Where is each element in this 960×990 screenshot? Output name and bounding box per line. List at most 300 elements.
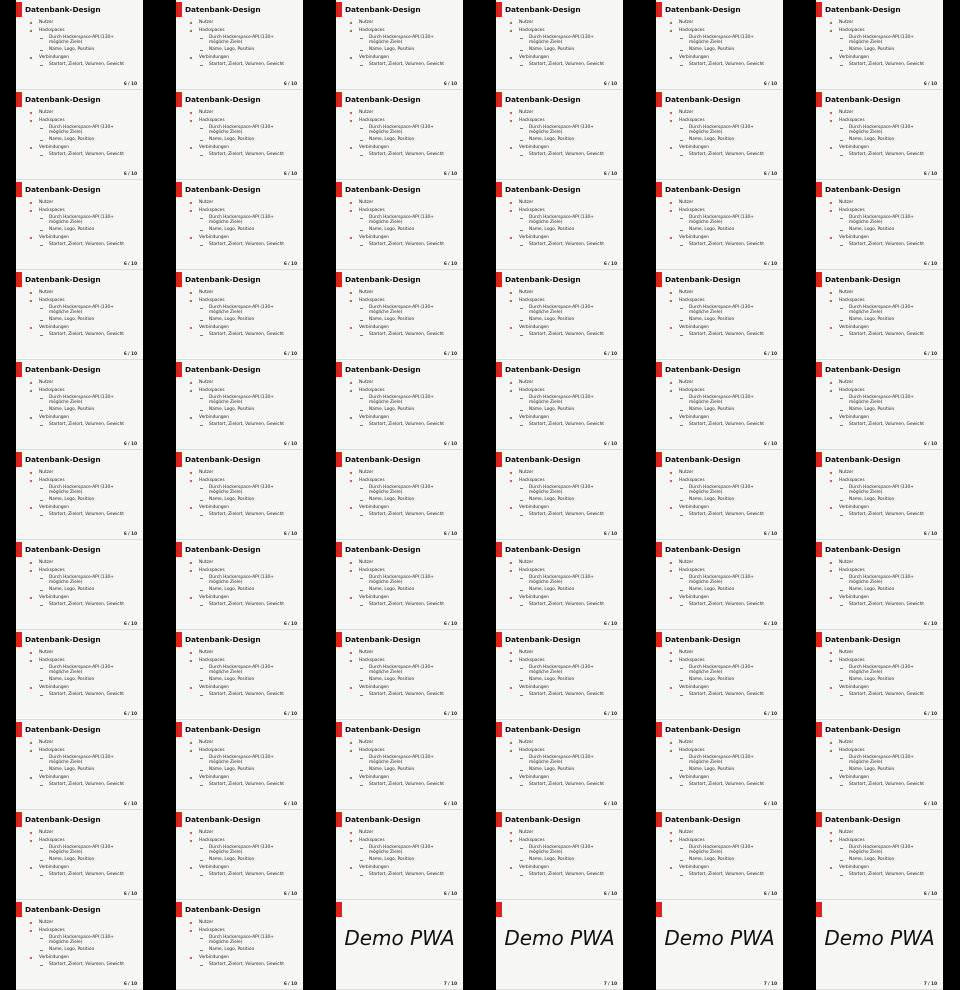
bullet-item: Verbindungen	[670, 326, 780, 330]
slide-title: Datenbank-Design	[25, 185, 101, 194]
slide-thumbnail[interactable]	[656, 450, 783, 540]
sub-bullet-item: Durch Hackerspace-API (130+ mögliche Ziele)	[350, 396, 451, 405]
sub-bullet-item: Durch Hackerspace-API (130+ mögliche Ziele)	[830, 666, 931, 675]
bullet-item: Hackspaces	[510, 659, 620, 663]
sub-bullet-item: Name, Logo, Position	[670, 588, 771, 592]
slide-page-number: 6 / 10	[123, 81, 137, 86]
bullet-item: Verbindungen	[670, 56, 780, 60]
slide-cell-2	[160, 0, 320, 90]
slide-accent-bar	[336, 632, 342, 647]
slide-accent-bar	[816, 452, 822, 467]
sub-bullet-item: Startort, Zielort, Volumen, Gewicht	[30, 243, 131, 247]
sub-bullet-item: Durch Hackerspace-API (130+ mögliche Ziele)	[510, 756, 611, 765]
slide-title: Datenbank-Design	[185, 95, 261, 104]
slide-thumbnail[interactable]	[656, 90, 783, 180]
sub-bullet-item: Name, Logo, Position	[510, 48, 611, 52]
bullet-item: Hackspaces	[510, 839, 620, 843]
bullet-item: Hackspaces	[30, 929, 140, 933]
bullet-item: Verbindungen	[30, 506, 140, 510]
slide-thumbnail[interactable]	[496, 0, 623, 90]
sub-bullet-item: Name, Logo, Position	[30, 48, 131, 52]
demo-title: Demo PWA	[504, 926, 615, 950]
bullet-item: Nutzer	[190, 471, 300, 475]
bullet-item: Verbindungen	[510, 776, 620, 780]
slide-thumbnail[interactable]	[336, 0, 463, 90]
slide-title: Datenbank-Design	[665, 365, 741, 374]
slide-thumbnail[interactable]	[656, 360, 783, 450]
slide-thumbnail[interactable]	[656, 270, 783, 360]
slide-thumbnail[interactable]	[16, 0, 143, 90]
slide-cell-34	[480, 450, 640, 540]
slide-thumbnail[interactable]	[176, 720, 303, 810]
sub-bullet-item: Name, Logo, Position	[30, 318, 131, 322]
slide-thumbnail[interactable]	[816, 900, 943, 990]
sub-bullet-item: Durch Hackerspace-API (130+ mögliche Ziele)	[510, 396, 611, 405]
bullet-list	[350, 651, 460, 701]
sub-bullet-item: Startort, Zielort, Volumen, Gewicht	[510, 603, 611, 607]
bullet-list	[30, 201, 140, 251]
slide-page-number: 7 / 10	[763, 981, 777, 986]
bullet-item: Nutzer	[30, 921, 140, 925]
slide-page-number: 6 / 10	[603, 441, 617, 446]
slide-thumbnail[interactable]	[496, 720, 623, 810]
slide-page-number: 6 / 10	[923, 261, 937, 266]
slide-accent-bar	[336, 272, 342, 287]
bullet-item: Nutzer	[350, 111, 460, 115]
sub-bullet-item: Startort, Zielort, Volumen, Gewicht	[30, 783, 131, 787]
slide-thumbnail[interactable]	[16, 270, 143, 360]
slide-thumbnail[interactable]	[816, 810, 943, 900]
slide-thumbnail[interactable]	[496, 360, 623, 450]
slide-page-number: 6 / 10	[763, 531, 777, 536]
slide-accent-bar	[816, 92, 822, 107]
sub-bullet-item: Startort, Zielort, Volumen, Gewicht	[190, 63, 291, 67]
sub-bullet-item: Durch Hackerspace-API (130+ mögliche Ziele)	[350, 576, 451, 585]
slide-thumbnail[interactable]	[656, 630, 783, 720]
slide-page-number: 7 / 10	[603, 981, 617, 986]
sub-bullet-item: Startort, Zielort, Volumen, Gewicht	[670, 603, 771, 607]
slide-accent-bar	[176, 902, 182, 917]
sub-bullet-item: Startort, Zielort, Volumen, Gewicht	[670, 423, 771, 427]
bullet-item: Nutzer	[350, 381, 460, 385]
sub-bullet-item: Name, Logo, Position	[830, 48, 931, 52]
slide-thumbnail[interactable]	[496, 180, 623, 270]
slide-cell-39	[320, 540, 480, 630]
slide-page-number: 6 / 10	[603, 891, 617, 896]
sub-bullet-item: Durch Hackerspace-API (130+ mögliche Ziele)	[830, 846, 931, 855]
sub-bullet-item: Name, Logo, Position	[190, 588, 291, 592]
sub-bullet-item: Startort, Zielort, Volumen, Gewicht	[670, 873, 771, 877]
bullet-item: Verbindungen	[350, 416, 460, 420]
slide-accent-bar	[656, 182, 662, 197]
slide-accent-bar	[336, 362, 342, 377]
bullet-item: Verbindungen	[350, 866, 460, 870]
bullet-item: Hackspaces	[670, 569, 780, 573]
bullet-item: Verbindungen	[190, 686, 300, 690]
slide-thumbnail[interactable]	[16, 450, 143, 540]
sub-bullet-item: Startort, Zielort, Volumen, Gewicht	[510, 243, 611, 247]
slide-title: Datenbank-Design	[345, 635, 421, 644]
bullet-item: Nutzer	[30, 651, 140, 655]
slide-accent-bar	[16, 272, 22, 287]
slide-cell-31	[0, 450, 160, 540]
bullet-list	[510, 561, 620, 611]
bullet-item: Verbindungen	[830, 56, 940, 60]
bullet-item: Nutzer	[190, 741, 300, 745]
slide-title: Datenbank-Design	[25, 905, 101, 914]
slide-accent-bar	[176, 182, 182, 197]
slide-page-number: 6 / 10	[763, 441, 777, 446]
bullet-item: Verbindungen	[830, 326, 940, 330]
sub-bullet-item: Name, Logo, Position	[830, 228, 931, 232]
slide-thumbnail[interactable]	[496, 540, 623, 630]
slide-thumbnail[interactable]	[816, 270, 943, 360]
sub-bullet-item: Startort, Zielort, Volumen, Gewicht	[30, 153, 131, 157]
slide-cell-62	[160, 900, 320, 990]
slide-thumbnail[interactable]	[816, 630, 943, 720]
bullet-item: Hackspaces	[30, 209, 140, 213]
bullet-item: Hackspaces	[350, 29, 460, 33]
slide-cell-14	[160, 180, 320, 270]
bullet-item: Verbindungen	[830, 236, 940, 240]
slide-thumbnail[interactable]	[336, 720, 463, 810]
sub-bullet-item: Startort, Zielort, Volumen, Gewicht	[190, 873, 291, 877]
bullet-item: Hackspaces	[30, 29, 140, 33]
sub-bullet-item: Startort, Zielort, Volumen, Gewicht	[670, 693, 771, 697]
bullet-item: Nutzer	[190, 651, 300, 655]
bullet-item: Hackspaces	[830, 119, 940, 123]
slide-page-number: 6 / 10	[603, 261, 617, 266]
slide-thumbnail[interactable]	[816, 0, 943, 90]
sub-bullet-item: Name, Logo, Position	[30, 138, 131, 142]
slide-cell-47	[640, 630, 800, 720]
sub-bullet-item: Startort, Zielort, Volumen, Gewicht	[670, 63, 771, 67]
slide-accent-bar	[816, 272, 822, 287]
bullet-item: Verbindungen	[190, 56, 300, 60]
bullet-list	[30, 111, 140, 161]
bullet-item: Nutzer	[190, 831, 300, 835]
slide-thumbnail[interactable]	[336, 540, 463, 630]
sub-bullet-item: Name, Logo, Position	[510, 408, 611, 412]
sub-bullet-item: Startort, Zielort, Volumen, Gewicht	[830, 873, 931, 877]
bullet-item: Hackspaces	[350, 299, 460, 303]
slide-thumbnail[interactable]	[336, 900, 463, 990]
bullet-item: Nutzer	[190, 21, 300, 25]
slide-thumbnail[interactable]	[656, 0, 783, 90]
bullet-list	[510, 651, 620, 701]
bullet-item: Verbindungen	[510, 56, 620, 60]
slide-thumbnail[interactable]	[176, 450, 303, 540]
sub-bullet-item: Name, Logo, Position	[350, 588, 451, 592]
slide-thumbnail[interactable]	[16, 360, 143, 450]
sub-bullet-item: Name, Logo, Position	[510, 318, 611, 322]
bullet-item: Nutzer	[510, 561, 620, 565]
bullet-list	[190, 381, 300, 431]
slide-page-number: 6 / 10	[283, 441, 297, 446]
bullet-list	[30, 651, 140, 701]
slide-title: Datenbank-Design	[505, 725, 581, 734]
bullet-list	[190, 21, 300, 71]
sub-bullet-item: Durch Hackerspace-API (130+ mögliche Ziele)	[350, 306, 451, 315]
bullet-list	[830, 651, 940, 701]
slide-accent-bar	[16, 902, 22, 917]
bullet-item: Hackspaces	[670, 479, 780, 483]
slide-thumbnail[interactable]	[656, 540, 783, 630]
slide-thumbnail[interactable]	[176, 270, 303, 360]
bullet-list	[510, 471, 620, 521]
slide-thumbnail[interactable]	[176, 900, 303, 990]
sub-bullet-item: Durch Hackerspace-API (130+ mögliche Ziele)	[350, 36, 451, 45]
sub-bullet-item: Name, Logo, Position	[350, 678, 451, 682]
sub-bullet-item: Durch Hackerspace-API (130+ mögliche Ziele)	[190, 666, 291, 675]
slide-thumbnail[interactable]	[816, 540, 943, 630]
sub-bullet-item: Name, Logo, Position	[30, 408, 131, 412]
slide-thumbnail[interactable]	[816, 180, 943, 270]
slide-thumbnail[interactable]	[176, 90, 303, 180]
sub-bullet-item: Startort, Zielort, Volumen, Gewicht	[830, 153, 931, 157]
slide-thumbnail[interactable]	[176, 810, 303, 900]
sub-bullet-item: Name, Logo, Position	[510, 138, 611, 142]
bullet-item: Hackspaces	[190, 659, 300, 663]
slide-accent-bar	[816, 902, 822, 917]
sub-bullet-item: Startort, Zielort, Volumen, Gewicht	[30, 423, 131, 427]
slide-page-number: 6 / 10	[603, 621, 617, 626]
slide-title: Datenbank-Design	[825, 5, 901, 14]
bullet-item: Verbindungen	[510, 686, 620, 690]
sub-bullet-item: Startort, Zielort, Volumen, Gewicht	[30, 513, 131, 517]
bullet-item: Hackspaces	[830, 839, 940, 843]
sub-bullet-item: Durch Hackerspace-API (130+ mögliche Ziele)	[350, 126, 451, 135]
slide-accent-bar	[496, 902, 502, 917]
slide-thumbnail[interactable]	[16, 90, 143, 180]
slide-cell-4	[480, 0, 640, 90]
bullet-item: Verbindungen	[830, 596, 940, 600]
slide-thumbnail[interactable]	[656, 810, 783, 900]
slide-thumbnail[interactable]	[496, 630, 623, 720]
bullet-item: Hackspaces	[830, 569, 940, 573]
sub-bullet-item: Durch Hackerspace-API (130+ mögliche Ziele)	[30, 486, 131, 495]
slide-title: Datenbank-Design	[345, 5, 421, 14]
slide-page-number: 6 / 10	[763, 711, 777, 716]
slide-accent-bar	[336, 722, 342, 737]
slide-page-number: 6 / 10	[923, 171, 937, 176]
sub-bullet-item: Name, Logo, Position	[190, 498, 291, 502]
bullet-item: Hackspaces	[670, 119, 780, 123]
slide-title: Datenbank-Design	[25, 5, 101, 14]
slide-accent-bar	[16, 452, 22, 467]
bullet-item: Nutzer	[670, 381, 780, 385]
slide-page-number: 6 / 10	[763, 621, 777, 626]
slide-thumbnail[interactable]	[176, 540, 303, 630]
slide-thumbnail[interactable]	[336, 180, 463, 270]
bullet-item: Verbindungen	[30, 686, 140, 690]
sub-bullet-item: Startort, Zielort, Volumen, Gewicht	[30, 603, 131, 607]
slide-thumbnail[interactable]	[16, 630, 143, 720]
slide-thumbnail[interactable]	[656, 180, 783, 270]
sub-bullet-item: Name, Logo, Position	[30, 588, 131, 592]
slide-thumbnail[interactable]	[336, 90, 463, 180]
bullet-list	[670, 561, 780, 611]
slide-cell-35	[640, 450, 800, 540]
slide-cell-15	[320, 180, 480, 270]
slide-title: Datenbank-Design	[345, 185, 421, 194]
slide-thumbnail[interactable]	[16, 810, 143, 900]
slide-accent-bar	[496, 92, 502, 107]
slide-cell-44	[160, 630, 320, 720]
bullet-item: Nutzer	[670, 561, 780, 565]
slide-accent-bar	[336, 92, 342, 107]
slide-thumbnail[interactable]	[816, 720, 943, 810]
slide-cell-57	[320, 810, 480, 900]
bullet-item: Nutzer	[670, 111, 780, 115]
bullet-item: Hackspaces	[350, 389, 460, 393]
sub-bullet-item: Name, Logo, Position	[510, 678, 611, 682]
slide-thumbnail[interactable]	[496, 90, 623, 180]
bullet-list	[670, 21, 780, 71]
slide-page-number: 6 / 10	[123, 711, 137, 716]
sub-bullet-item: Durch Hackerspace-API (130+ mögliche Ziele)	[670, 126, 771, 135]
slide-title: Datenbank-Design	[505, 95, 581, 104]
sub-bullet-item: Durch Hackerspace-API (130+ mögliche Ziele)	[30, 126, 131, 135]
slide-cell-19	[0, 270, 160, 360]
sub-bullet-item: Name, Logo, Position	[30, 768, 131, 772]
slide-accent-bar	[16, 2, 22, 17]
sub-bullet-item: Startort, Zielort, Volumen, Gewicht	[190, 423, 291, 427]
sub-bullet-item: Name, Logo, Position	[350, 768, 451, 772]
bullet-item: Verbindungen	[30, 596, 140, 600]
slide-cell-28	[480, 360, 640, 450]
slide-cell-38	[160, 540, 320, 630]
bullet-list	[510, 381, 620, 431]
slide-page-number: 6 / 10	[443, 261, 457, 266]
slide-thumbnail[interactable]	[816, 450, 943, 540]
slide-thumbnail[interactable]	[16, 180, 143, 270]
slide-page-number: 6 / 10	[923, 711, 937, 716]
slide-thumbnail[interactable]	[656, 720, 783, 810]
slide-thumbnail[interactable]	[336, 360, 463, 450]
sub-bullet-item: Startort, Zielort, Volumen, Gewicht	[510, 693, 611, 697]
slide-thumbnail[interactable]	[176, 180, 303, 270]
slide-page-number: 6 / 10	[443, 801, 457, 806]
bullet-item: Verbindungen	[190, 956, 300, 960]
bullet-item: Nutzer	[830, 471, 940, 475]
bullet-list	[830, 831, 940, 881]
bullet-item: Hackspaces	[190, 29, 300, 33]
sub-bullet-item: Startort, Zielort, Volumen, Gewicht	[830, 63, 931, 67]
bullet-item: Hackspaces	[190, 389, 300, 393]
slide-title: Datenbank-Design	[25, 275, 101, 284]
sub-bullet-item: Startort, Zielort, Volumen, Gewicht	[190, 783, 291, 787]
slide-accent-bar	[656, 812, 662, 827]
bullet-item: Nutzer	[510, 111, 620, 115]
bullet-item: Hackspaces	[670, 29, 780, 33]
sub-bullet-item: Name, Logo, Position	[190, 138, 291, 142]
slide-cell-7	[0, 90, 160, 180]
slide-cell-10	[480, 90, 640, 180]
bullet-list	[30, 921, 140, 971]
sub-bullet-item: Name, Logo, Position	[30, 498, 131, 502]
bullet-item: Hackspaces	[350, 839, 460, 843]
slide-thumbnail[interactable]	[816, 90, 943, 180]
bullet-list	[350, 471, 460, 521]
sub-bullet-item: Durch Hackerspace-API (130+ mögliche Ziele)	[670, 486, 771, 495]
sub-bullet-item: Name, Logo, Position	[830, 678, 931, 682]
slide-thumbnail[interactable]	[656, 900, 783, 990]
sub-bullet-item: Durch Hackerspace-API (130+ mögliche Ziele)	[830, 36, 931, 45]
sub-bullet-item: Name, Logo, Position	[30, 678, 131, 682]
sub-bullet-item: Startort, Zielort, Volumen, Gewicht	[350, 603, 451, 607]
bullet-list	[30, 21, 140, 71]
slide-thumbnail[interactable]	[176, 360, 303, 450]
sub-bullet-item: Durch Hackerspace-API (130+ mögliche Ziele)	[190, 306, 291, 315]
slide-page-number: 6 / 10	[603, 351, 617, 356]
bullet-item: Nutzer	[830, 831, 940, 835]
slide-thumbnail[interactable]	[16, 540, 143, 630]
bullet-list	[510, 831, 620, 881]
sub-bullet-item: Startort, Zielort, Volumen, Gewicht	[830, 603, 931, 607]
sub-bullet-item: Durch Hackerspace-API (130+ mögliche Ziele)	[670, 756, 771, 765]
sub-bullet-item: Durch Hackerspace-API (130+ mögliche Ziele)	[30, 36, 131, 45]
bullet-item: Nutzer	[350, 471, 460, 475]
sub-bullet-item: Startort, Zielort, Volumen, Gewicht	[30, 63, 131, 67]
bullet-item: Nutzer	[350, 651, 460, 655]
slide-cell-45	[320, 630, 480, 720]
slide-title: Datenbank-Design	[185, 455, 261, 464]
bullet-list	[30, 381, 140, 431]
sub-bullet-item: Durch Hackerspace-API (130+ mögliche Ziele)	[830, 486, 931, 495]
slide-thumbnail[interactable]	[16, 720, 143, 810]
slide-thumbnail[interactable]	[496, 900, 623, 990]
slide-thumbnail[interactable]	[336, 270, 463, 360]
slide-thumbnail[interactable]	[336, 450, 463, 540]
slide-accent-bar	[656, 362, 662, 377]
slide-page-number: 6 / 10	[283, 801, 297, 806]
slide-thumbnail[interactable]	[496, 810, 623, 900]
bullet-item: Hackspaces	[830, 209, 940, 213]
slide-cell-46	[480, 630, 640, 720]
slide-thumbnail[interactable]	[496, 450, 623, 540]
bullet-item: Verbindungen	[30, 326, 140, 330]
slide-thumbnail[interactable]	[176, 630, 303, 720]
sub-bullet-item: Name, Logo, Position	[190, 678, 291, 682]
bullet-item: Nutzer	[670, 201, 780, 205]
slide-title: Datenbank-Design	[345, 725, 421, 734]
slide-page-number: 6 / 10	[443, 81, 457, 86]
slide-thumbnail[interactable]	[496, 270, 623, 360]
bullet-item: Verbindungen	[30, 416, 140, 420]
sub-bullet-item: Startort, Zielort, Volumen, Gewicht	[190, 513, 291, 517]
slide-cell-33	[320, 450, 480, 540]
sub-bullet-item: Durch Hackerspace-API (130+ mögliche Ziele)	[190, 396, 291, 405]
bullet-item: Hackspaces	[510, 749, 620, 753]
slide-thumbnail[interactable]	[336, 810, 463, 900]
bullet-item: Nutzer	[510, 471, 620, 475]
slide-thumbnail[interactable]	[16, 900, 143, 990]
bullet-item: Nutzer	[190, 201, 300, 205]
bullet-list	[670, 381, 780, 431]
slide-thumbnail[interactable]	[336, 630, 463, 720]
bullet-item: Verbindungen	[670, 416, 780, 420]
bullet-item: Hackspaces	[510, 569, 620, 573]
slide-cell-65	[640, 900, 800, 990]
sub-bullet-item: Name, Logo, Position	[30, 228, 131, 232]
sub-bullet-item: Durch Hackerspace-API (130+ mögliche Ziele)	[510, 576, 611, 585]
slide-accent-bar	[336, 452, 342, 467]
bullet-item: Nutzer	[830, 201, 940, 205]
slide-page-number: 6 / 10	[123, 171, 137, 176]
slide-thumbnail[interactable]	[816, 360, 943, 450]
slide-thumbnail[interactable]	[176, 0, 303, 90]
